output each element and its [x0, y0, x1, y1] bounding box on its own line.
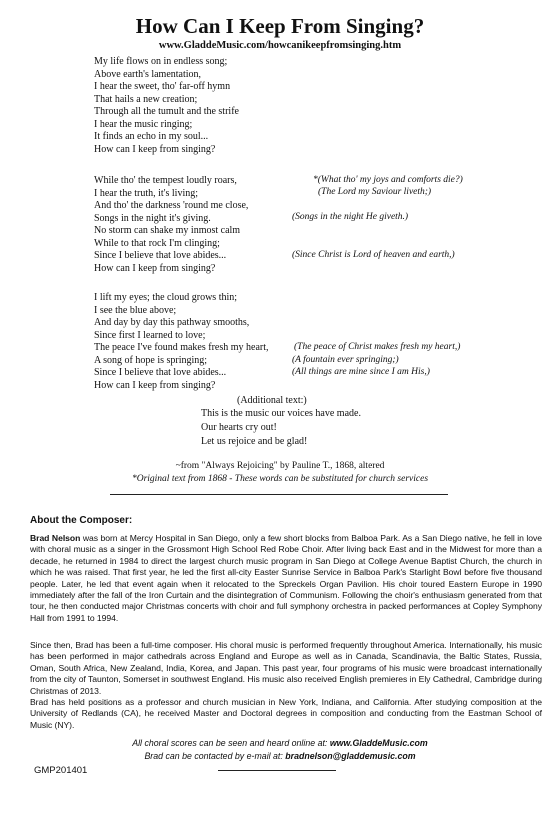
lyric-line: I hear the truth, it's living; [94, 187, 199, 199]
lyric-line: It finds an echo in my soul... [94, 131, 209, 142]
lyric-line: Songs in the night it's giving. [94, 212, 211, 224]
composer-name: Brad Nelson [30, 533, 81, 543]
alternate-text: (All things are mine since I am His,) [292, 367, 430, 377]
email-link[interactable]: bradnelson@gladdemusic.com [285, 751, 416, 761]
composer-bio-paragraph-2: Since then, Brad has been a full-time composer. His choral music is performed frequently throughout America. Internationally, his music has been performed in major cathedrals across England and Europe as well as in Canada, Scandinavia, the Baltic States, Russia, Oman, South Africa, New Zealand, India, Korea, and Japan. This past year, four programs of his music were broadcast internationally from the city of Taunton, Somerset in southwest England. His music also received English premieres in Ely Cathedral, Cambridge during Christmas of 2013. [30, 640, 542, 696]
lyric-line: I hear the sweet, tho' far-off hymn [94, 81, 231, 92]
composer-heading: About the Composer: [30, 515, 133, 526]
lyric-line: My life flows on in endless song; [94, 56, 228, 67]
catalog-code: GMP201401 [34, 765, 88, 776]
original-text-note: *Original text from 1868 - These words can be substituted for church services [131, 474, 429, 484]
contact-line [0, 751, 560, 761]
composer-bio-paragraph-1 [30, 533, 542, 624]
page-title: How Can I Keep From Singing? [135, 14, 425, 38]
lyric-line: While to that rock I'm clinging; [94, 237, 220, 249]
lyric-line: Since I believe that love abides... [94, 250, 227, 261]
alternate-text: (The peace of Christ makes fresh my heart,) [294, 342, 461, 352]
lyric-line: Through all the tumult and the strife [94, 106, 239, 117]
stanza-2 [94, 175, 248, 275]
alternate-text: *(What tho' my joys and comforts die?) [313, 175, 463, 185]
lyric-line: Since first I learned to love; [94, 329, 206, 341]
stanza-3 [94, 292, 269, 392]
lyric-line: And day by day this pathway smooths, [94, 317, 250, 328]
lyric-line: How can I keep from singing? [94, 262, 216, 274]
lyric-line: How can I keep from singing? [94, 143, 216, 155]
lyric-line: I lift my eyes; the cloud grows thin; [94, 292, 238, 303]
text-credit: ~from "Always Rejoicing" by Pauline T., 1868, altered [175, 461, 385, 471]
alternate-text: (A fountain ever springing;) [292, 355, 399, 365]
lyric-line: That hails a new creation; [94, 93, 198, 105]
additional-line: This is the music our voices have made. [201, 408, 361, 419]
composer-bio-text: was born at Mercy Hospital in San Diego, only a few short blocks from Balboa Park. As a San Diego native, he fell in love with choral music as a singer in the Grossmont High School Red Robe Choir. After living back East and in the Midwest for more than a decade, he returned in 1984 to direct the largest church music program in San Diego at College Avenue Baptist Church, the church in which he was raised. That first year, he led the first all-city Easter Sunrise Service in Balboa Park's Starlight Bowl before five thousand people. Later, he led that event again when it relocated to the Spreckels Organ Pavilion. His choir toured Eastern Europe in 1990 immediately after the fall of the Iron Curtain and the disintegration of Communism. Following the choir's enthusiasm generated from that tour, he then conducted major Christmas concerts with choir and full symphony orchestra in packed performances at Copley Symphony Hall from 1991 to 1994. [30, 533, 542, 623]
contact-label: Brad can be contacted by e-mail at: [144, 751, 286, 761]
alternate-text: (Since Christ is Lord of heaven and earth,) [292, 250, 455, 260]
lyric-line: Since I believe that love abides... [94, 367, 227, 378]
scores-online-label: All choral scores can be seen and heard online at: [132, 738, 330, 748]
alternate-text: (The Lord my Saviour liveth;) [318, 187, 432, 197]
website-link[interactable]: www.GladdeMusic.com [329, 738, 428, 748]
lyric-line: Above earth's lamentation, [94, 68, 202, 80]
lyric-line: The peace I've found makes fresh my heart, [94, 342, 269, 353]
lyric-line: I see the blue above; [94, 304, 177, 316]
lyric-line: No storm can shake my inmost calm [94, 225, 241, 236]
divider [110, 494, 448, 495]
footer-rule [218, 770, 336, 771]
scores-online-line [0, 738, 560, 748]
lyric-line: A song of hope is springing; [94, 354, 208, 366]
additional-text-label: (Additional text:) [237, 395, 307, 406]
lyric-line: I hear the music ringing; [94, 118, 193, 130]
additional-line: Let us rejoice and be glad! [201, 436, 308, 447]
additional-line: Our hearts cry out! [201, 422, 277, 433]
lyric-line: While tho' the tempest loudly roars, [94, 175, 237, 186]
composer-bio-paragraph-3: Brad has held positions as a professor and church musician in New York, Indiana, and California. After studying composition at the University of Redlands (CA), he received Master and Doctoral degrees in composition and conducting from the Eastman School of Music (NY). [30, 697, 542, 730]
stanza-1 [94, 56, 239, 156]
page-url[interactable]: www.GladdeMusic.com/howcanikeepfromsinging.htm [158, 40, 402, 51]
alternate-text: (Songs in the night He giveth.) [292, 212, 409, 222]
lyric-line: How can I keep from singing? [94, 379, 216, 391]
lyric-line: And tho' the darkness 'round me close, [94, 200, 249, 211]
